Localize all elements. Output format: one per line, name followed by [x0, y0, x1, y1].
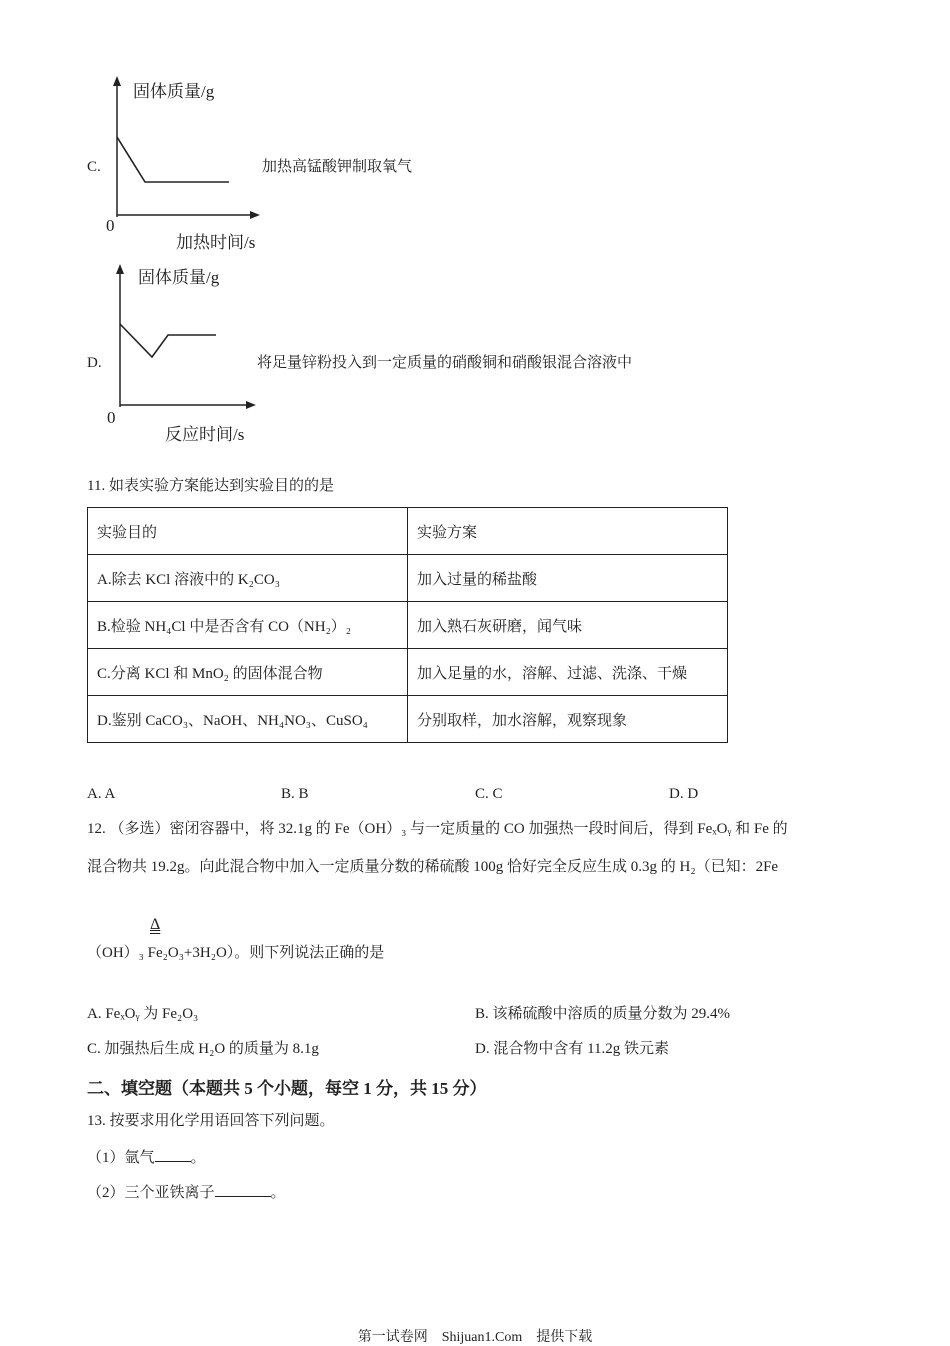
table-row — [88, 602, 728, 649]
q11-option-d: D. D — [669, 786, 699, 802]
header-purpose: 实验目的 — [88, 508, 408, 555]
graph-d-caption: 将足量锌粉投入到一定质量的硝酸铜和硝酸银混合溶液中 — [257, 355, 633, 371]
row-purpose: C.分离 KCl 和 MnO₂ 的固体混合物 — [88, 649, 408, 696]
row-purpose: D.鉴别 CaCO₃、NaOH、NH₄NO₃、CuSO₄ — [88, 696, 408, 743]
answer-blank[interactable] — [215, 1182, 271, 1197]
option-c-label: C. — [87, 159, 101, 175]
table-header-row — [88, 508, 728, 555]
q12-option-a: A. FeₓOᵧ 为 Fe₂O₃ — [87, 1006, 199, 1022]
row-plan: 加入足量的水，溶解、过滤、洗涤、干燥 — [408, 649, 728, 696]
graph-d-xlabel: 反应时间/s — [165, 425, 245, 444]
section-heading: 二、填空题（本题共 5 个小题，每空 1 分，共 15 分） — [87, 1079, 487, 1098]
option-d-label: D. — [87, 355, 102, 371]
q12-line3: （OH）₃ Fe₂O₃+3H₂O）。则下列说法正确的是 — [87, 945, 385, 961]
q13-item1-end: 。 — [190, 1150, 206, 1166]
q11-table — [87, 507, 728, 743]
row-purpose: A.除去 KCl 溶液中的 K₂CO₃ — [88, 555, 408, 602]
q12-option-d: D. 混合物中含有 11.2g 铁元素 — [475, 1041, 670, 1057]
q11-option-b: B. B — [281, 786, 309, 802]
graph-c-xlabel: 加热时间/s — [176, 233, 256, 252]
table-row — [88, 696, 728, 743]
q13-item1 — [87, 1147, 206, 1167]
graph-d-curve — [120, 324, 216, 357]
q11-option-c: C. C — [475, 786, 503, 802]
row-plan: 加入过量的稀盐酸 — [408, 555, 728, 602]
q12-delta-symbol: Δ — [150, 916, 161, 933]
graph-c-origin: 0 — [106, 216, 115, 235]
q12-option-c: C. 加强热后生成 H₂O 的质量为 8.1g — [87, 1041, 319, 1057]
q12-line2: 混合物共 19.2g。向此混合物中加入一定质量分数的稀硫酸 100g 恰好完全反应生成 0.3g 的 H₂（已知：2Fe — [87, 859, 779, 875]
q13-item2 — [87, 1182, 286, 1202]
q12-option-b: B. 该稀硫酸中溶质的质量分数为 29.4% — [475, 1006, 731, 1022]
graph-d-ylabel: 固体质量/g — [138, 268, 220, 287]
row-plan: 加入熟石灰研磨，闻气味 — [408, 602, 728, 649]
q13-stem: 13. 按要求用化学用语回答下列问题。 — [87, 1113, 335, 1129]
q13-item2-end: 。 — [270, 1185, 286, 1201]
q11-option-a: A. A — [87, 786, 116, 802]
q13-item2-text: （2）三个亚铁离子 — [87, 1185, 215, 1201]
answer-blank[interactable] — [155, 1147, 191, 1162]
row-plan: 分别取样，加水溶解，观察现象 — [408, 696, 728, 743]
row-purpose: B.检验 NH₄Cl 中是否含有 CO（NH₂）₂ — [88, 602, 408, 649]
page-footer: 第一试卷网 Shijuan1.Com 提供下载 — [357, 1330, 593, 1345]
table-row — [88, 649, 728, 696]
q12-line1: 12. （多选）密闭容器中，将 32.1g 的 Fe（OH）₃ 与一定质量的 CO 加强热一段时间后，得到 FeₓOᵧ 和 Fe 的 — [87, 821, 788, 837]
graph-d-origin: 0 — [107, 408, 116, 427]
q11-stem: 11. 如表实验方案能达到实验目的的是 — [87, 478, 334, 494]
graph-c-ylabel: 固体质量/g — [133, 82, 215, 101]
graph-c-caption: 加热高锰酸钾制取氧气 — [262, 159, 413, 175]
graph-c-curve — [117, 137, 229, 182]
q13-item1-text: （1）氩气 — [87, 1150, 155, 1166]
header-plan: 实验方案 — [408, 508, 728, 555]
table-row — [88, 555, 728, 602]
